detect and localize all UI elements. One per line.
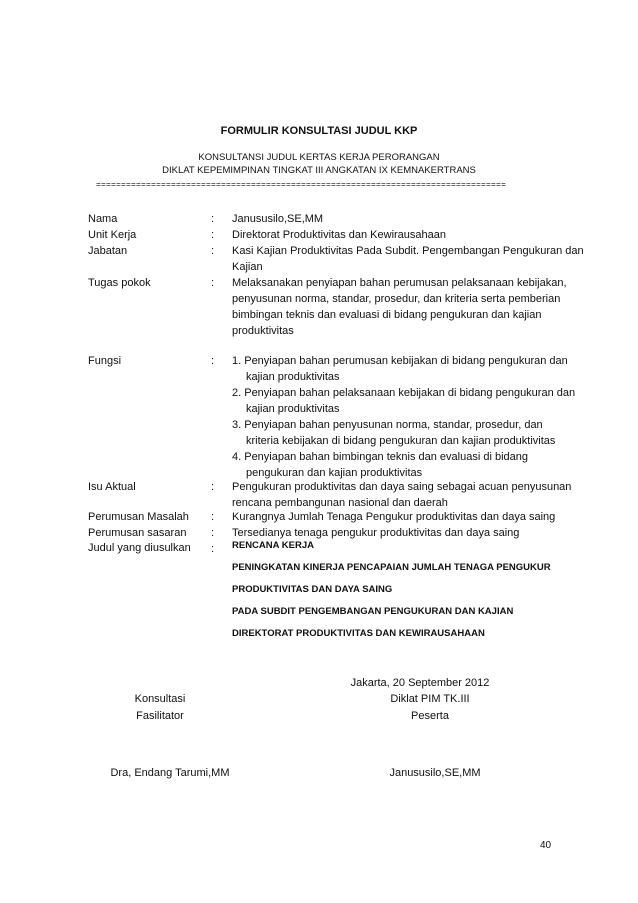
value-nama: Janususilo,SE,MM bbox=[232, 213, 324, 225]
value-jabatan: Kasi Kajian Produktivitas Pada Subdit. Pengembangan Pengukuran dan Kajian bbox=[232, 245, 584, 273]
label-tugas-pokok: Tugas pokok bbox=[88, 277, 151, 289]
fungsi-item-text: 3. Penyiapan bahan penyusunan norma, standar, prosedur, dan bbox=[232, 419, 543, 431]
value-perumusan-masalah: Kurangnya Jumlah Tenaga Pengukur produktivitas dan daya saing bbox=[232, 511, 556, 523]
judul-line: PRODUKTIVITAS DAN DAYA SAING bbox=[232, 584, 393, 595]
colon-judul: : bbox=[211, 543, 215, 555]
signature-left-role-1: Konsultasi bbox=[134, 693, 186, 705]
colon-fungsi: : bbox=[211, 355, 215, 367]
value-unit-kerja: Direktorat Produktivitas dan Kewirausahaan bbox=[232, 229, 447, 241]
value-judul bbox=[232, 535, 604, 645]
colon-isu-aktual: : bbox=[211, 481, 215, 493]
judul-line: PENINGKATAN KINERJA PENCAPAIAN JUMLAH TENAGA PENGUKUR bbox=[232, 562, 551, 573]
fungsi-item bbox=[232, 353, 604, 385]
label-judul: Judul yang diusulkan bbox=[88, 542, 191, 554]
signature-left-name: Dra, Endang Tarumi,MM bbox=[110, 767, 230, 779]
label-unit-kerja: Unit Kerja bbox=[88, 229, 137, 241]
fungsi-item bbox=[232, 449, 604, 481]
value-isu-aktual: Pengukuran produktivitas dan daya saing sebagai acuan penyusunan rencana pembangunan nasional dan daerah bbox=[232, 481, 572, 509]
fungsi-list bbox=[232, 353, 604, 481]
fungsi-item-cont: kajian produktivitas bbox=[246, 403, 340, 415]
signature-right-role-2: Peserta bbox=[411, 710, 449, 722]
fungsi-item-text: 2. Penyiapan bahan pelaksanaan kebijakan di bidang pengukuran dan bbox=[232, 387, 576, 399]
colon-perumusan-masalah: : bbox=[211, 511, 215, 523]
page-number: 40 bbox=[540, 840, 552, 851]
judul-line: DIREKTORAT PRODUKTIVITAS DAN KEWIRAUSAHAAN bbox=[232, 628, 485, 639]
signature-left-role-2: Fasilitator bbox=[136, 710, 184, 722]
fungsi-item-text: 4. Penyiapan bahan bimbingan teknis dan evaluasi di bidang bbox=[232, 451, 528, 463]
label-perumusan-sasaran: Perumusan sasaran bbox=[88, 527, 187, 539]
judul-line: RENCANA KERJA bbox=[232, 540, 314, 551]
fungsi-item-text: 1. Penyiapan bahan perumusan kebijakan di bidang pengukuran dan bbox=[232, 355, 568, 367]
form-title: FORMULIR KONSULTASI JUDUL KKP bbox=[220, 125, 418, 137]
signature-right-role-1: Diklat PIM TK.III bbox=[390, 693, 470, 705]
fungsi-item-cont: kriteria kebijakan di bidang pengukuran dan kajian produktivitas bbox=[246, 435, 556, 447]
label-perumusan-masalah: Perumusan Masalah bbox=[88, 511, 189, 523]
label-nama: Nama bbox=[88, 213, 118, 225]
judul-line: PADA SUBDIT PENGEMBANGAN PENGUKURAN DAN KAJIAN bbox=[232, 606, 514, 617]
fungsi-item-cont: pengukuran dan kajian produktivitas bbox=[246, 467, 423, 479]
colon-jabatan: : bbox=[211, 245, 215, 257]
fungsi-item bbox=[232, 385, 604, 417]
value-perumusan-sasaran: Tersedianya tenaga pengukur produktivitas dan daya saing bbox=[232, 527, 520, 539]
fungsi-item-cont: kajian produktivitas bbox=[246, 371, 340, 383]
separator-line: ================================================================================== bbox=[96, 181, 507, 190]
label-jabatan: Jabatan bbox=[88, 245, 128, 257]
label-isu-aktual: Isu Aktual bbox=[88, 481, 136, 493]
colon-tugas-pokok: : bbox=[211, 277, 215, 289]
colon-perumusan-sasaran: : bbox=[211, 527, 215, 539]
label-fungsi: Fungsi bbox=[88, 355, 122, 367]
fungsi-item bbox=[232, 417, 604, 449]
form-subtitle-2: DIKLAT KEPEMIMPINAN TINGKAT III ANGKATAN IX KEMNAKERTRANS bbox=[162, 165, 476, 176]
colon-unit-kerja: : bbox=[211, 229, 215, 241]
colon-nama: : bbox=[211, 213, 215, 225]
signature-right-name: Janususilo,SE,MM bbox=[389, 767, 481, 779]
signature-place-date: Jakarta, 20 September 2012 bbox=[350, 677, 490, 689]
value-tugas-pokok: Melaksanakan penyiapan bahan perumusan pelaksanaan kebijakan, penyusunan norma, standar, prosedur, dan kriteria serta pemberian bimbingan teknis dan evaluasi di bidang pengukuran dan kajian produktivitas bbox=[232, 277, 567, 337]
form-subtitle-1: KONSULTANSI JUDUL KERTAS KERJA PERORANGAN bbox=[198, 152, 440, 163]
